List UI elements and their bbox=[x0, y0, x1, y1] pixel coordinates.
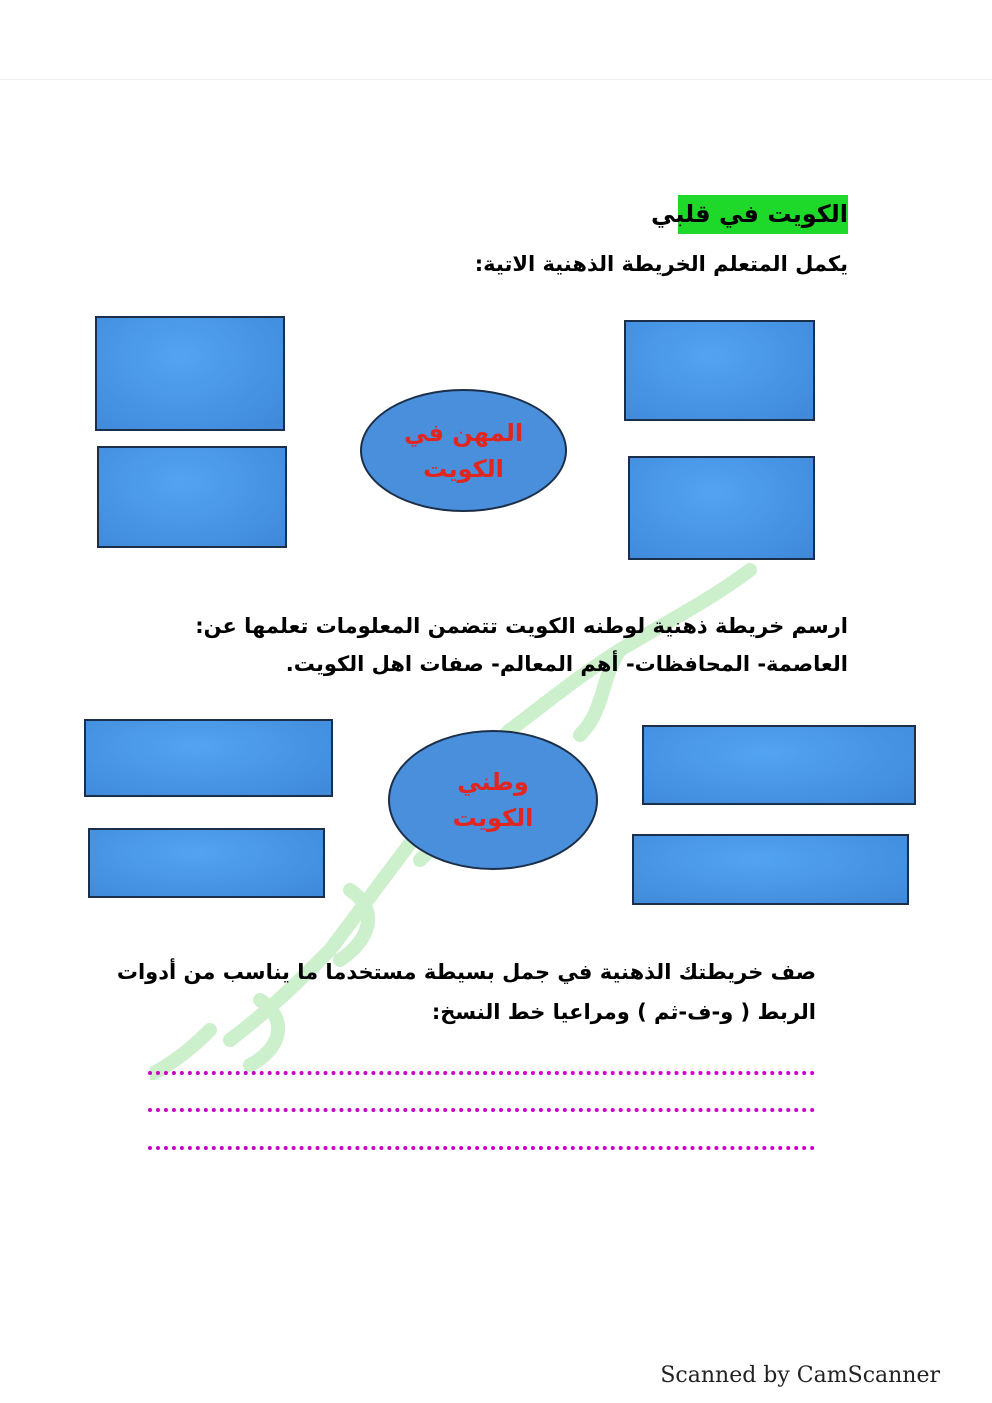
writing-line-1[interactable] bbox=[148, 1071, 815, 1075]
map2-box-bottom-left[interactable] bbox=[88, 828, 325, 898]
map1-center-line1: المهن في bbox=[403, 418, 524, 447]
instruction-describe-line1: صف خريطتك الذهنية في جمل بسيطة مستخدما ما يناسب من أدوات bbox=[116, 960, 816, 984]
map2-box-bottom-right[interactable] bbox=[632, 834, 909, 905]
map1-center-line2: الكويت bbox=[423, 454, 504, 483]
map2-center-ellipse bbox=[388, 730, 598, 870]
instruction-draw-map-line1: ارسم خريطة ذهنية لوطنه الكويت تتضمن المعلومات تعلمها عن: bbox=[195, 614, 848, 638]
instruction-draw-map-line2: العاصمة- المحافظات- أهم المعالم- صفات اهل الكويت. bbox=[285, 652, 848, 676]
map1-center-ellipse bbox=[360, 389, 567, 512]
instruction-complete-map: يكمل المتعلم الخريطة الذهنية الاتية: bbox=[474, 252, 848, 276]
instruction-describe-line2: الربط ( و-ف-ثم ) ومراعيا خط النسخ: bbox=[431, 1000, 816, 1024]
map1-box-bottom-right[interactable] bbox=[628, 456, 815, 560]
map1-box-bottom-left[interactable] bbox=[97, 446, 287, 548]
map1-box-top-left[interactable] bbox=[95, 316, 285, 431]
writing-line-2[interactable] bbox=[148, 1108, 815, 1112]
map2-center-line1: وطني bbox=[457, 768, 529, 796]
page-title: الكويت في قلبي bbox=[678, 195, 848, 234]
footer-scanner-credit: Scanned by CamScanner bbox=[660, 1363, 940, 1388]
map2-center-line2: الكويت bbox=[452, 804, 534, 832]
map2-box-top-left[interactable] bbox=[84, 719, 333, 797]
map2-box-top-right[interactable] bbox=[642, 725, 916, 805]
top-rule bbox=[0, 79, 992, 80]
map1-box-top-right[interactable] bbox=[624, 320, 815, 421]
writing-line-3[interactable] bbox=[148, 1146, 815, 1150]
